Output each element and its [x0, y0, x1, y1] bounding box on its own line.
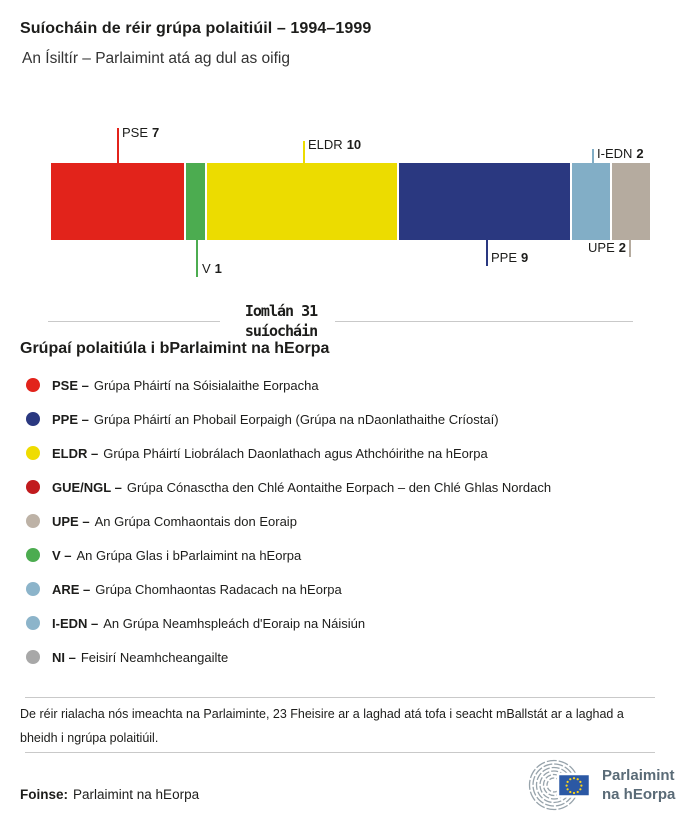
ppe-group-label: PPE — [491, 250, 518, 265]
iedn-color-dot-icon — [26, 616, 40, 630]
eldr-color-dot-icon — [26, 446, 40, 460]
legend-abbr: I-EDN – — [52, 615, 99, 631]
legend-abbr: NI – — [52, 649, 76, 665]
ppe-seat-count: 9 — [521, 250, 529, 265]
logo-wordmark — [602, 766, 675, 804]
upe-color-dot-icon — [26, 514, 40, 528]
iedn-group-label: I-EDN — [597, 146, 633, 161]
source-text: Parlaimint na hEorpa — [73, 787, 200, 802]
legend-desc: Grúpa Pháirtí Liobrálach Daonlathach agus Athchóirithe na hEorpa — [103, 445, 488, 461]
legend-desc: Grúpa Chomhaontas Radacach na hEorpa — [95, 581, 342, 597]
legend-abbr: UPE – — [52, 513, 90, 529]
page-title: Suíocháin de réir grúpa polaitiúil – 1994–1999 — [20, 20, 372, 37]
bar-segment-pse — [51, 163, 184, 240]
source-label: Foinse: — [20, 787, 69, 802]
pse-callout-label — [122, 125, 159, 140]
total-right-rule — [335, 321, 633, 322]
bar-segment-eldr — [207, 163, 397, 240]
iedn-tick-line — [592, 149, 594, 163]
eldr-group-label: ELDR — [308, 137, 343, 152]
bar-segment-iedn — [572, 163, 610, 240]
legend-item-upe — [26, 504, 551, 538]
footnote-bottom-divider — [25, 752, 655, 753]
logo-line2: na hEorpa — [602, 786, 676, 803]
pse-group-label: PSE — [122, 125, 149, 140]
v-color-dot-icon — [26, 548, 40, 562]
eldr-tick-line — [303, 141, 305, 163]
legend-desc: Grúpa Cónasctha den Chlé Aontaithe Eorpach – den Chlé Ghlas Nordach — [126, 479, 552, 495]
legend-item-iedn — [26, 606, 551, 640]
gue-ngl-color-dot-icon — [26, 480, 40, 494]
iedn-seat-count: 2 — [636, 146, 644, 161]
logo-line1: Parlaimint — [602, 767, 675, 784]
upe-seat-count: 2 — [618, 240, 626, 255]
total-seats-label — [211, 301, 351, 341]
total-left-rule — [48, 321, 220, 322]
legend-item-ni — [26, 640, 551, 674]
upe-callout-label — [546, 240, 626, 255]
pse-color-dot-icon — [26, 378, 40, 392]
v-group-label: V — [202, 261, 211, 276]
legend-item-v — [26, 538, 551, 572]
legend-item-eldr — [26, 436, 551, 470]
v-tick-line — [196, 240, 198, 277]
ppe-color-dot-icon — [26, 412, 40, 426]
eldr-seat-count: 10 — [346, 137, 362, 152]
legend-item-ppe — [26, 402, 551, 436]
bar-segment-v — [186, 163, 205, 240]
legend-abbr: ELDR – — [52, 445, 99, 461]
legend-desc: Grúpa Pháirtí an Phobail Eorpaigh (Grúpa na nDaonlathaithe Críostaí) — [93, 411, 499, 427]
legend-abbr: ARE – — [52, 581, 91, 597]
ppe-tick-line — [486, 240, 488, 266]
upe-tick-line — [629, 240, 631, 257]
legend-desc: Feisirí Neamhcheangailte — [80, 649, 229, 665]
ni-color-dot-icon — [26, 650, 40, 664]
ppe-callout-label — [491, 250, 528, 265]
legend-desc: An Grúpa Glas i bParlaimint na hEorpa — [76, 547, 302, 563]
legend-abbr: PPE – — [52, 411, 89, 427]
legend-abbr: GUE/NGL – — [52, 479, 122, 495]
footnote-top-divider — [25, 697, 655, 698]
total-seats-line1: Iomlán 31 — [244, 302, 318, 320]
v-seat-count: 1 — [214, 261, 222, 276]
legend-item-gue-ngl — [26, 470, 551, 504]
seat-bar-chart — [51, 163, 650, 240]
eldr-callout-label — [308, 137, 361, 152]
bar-segment-ppe — [399, 163, 570, 240]
legend-heading: Grúpaí polaitiúla i bParlaimint na hEorpa — [20, 340, 330, 357]
total-seats-line2: suíocháin — [244, 322, 318, 340]
iedn-callout-label — [597, 146, 644, 161]
are-color-dot-icon — [26, 582, 40, 596]
legend-desc: An Grúpa Neamhspleách d'Eoraip na Náisiún — [103, 615, 366, 631]
pse-tick-line — [117, 128, 119, 163]
pse-seat-count: 7 — [152, 125, 160, 140]
legend-list — [26, 368, 551, 674]
hemicycle-eu-flag-icon — [527, 759, 595, 811]
bar-segment-upe — [612, 163, 650, 240]
upe-group-label: UPE — [588, 240, 615, 255]
legend-desc: Grúpa Pháirtí na Sóisialaithe Eorpacha — [93, 377, 319, 393]
source-line — [20, 787, 199, 802]
page-subtitle: An Ísiltír – Parlaimint atá ag dul as oifig — [22, 50, 290, 67]
v-callout-label — [202, 261, 222, 276]
legend-desc: An Grúpa Comhaontais don Eoraip — [94, 513, 297, 529]
european-parliament-logo — [527, 759, 675, 811]
eu-flag-icon — [558, 774, 590, 797]
legend-item-are — [26, 572, 551, 606]
legend-item-pse — [26, 368, 551, 402]
footnote-text: De réir rialacha nós imeachta na Parlaiminte, 23 Fheisire ar a laghad atá tofa i seacht mBallstát ar a laghad a bheidh i ngrúpa polaitiúil. — [20, 707, 624, 745]
legend-abbr: V – — [52, 547, 72, 563]
legend-abbr: PSE – — [52, 377, 89, 393]
